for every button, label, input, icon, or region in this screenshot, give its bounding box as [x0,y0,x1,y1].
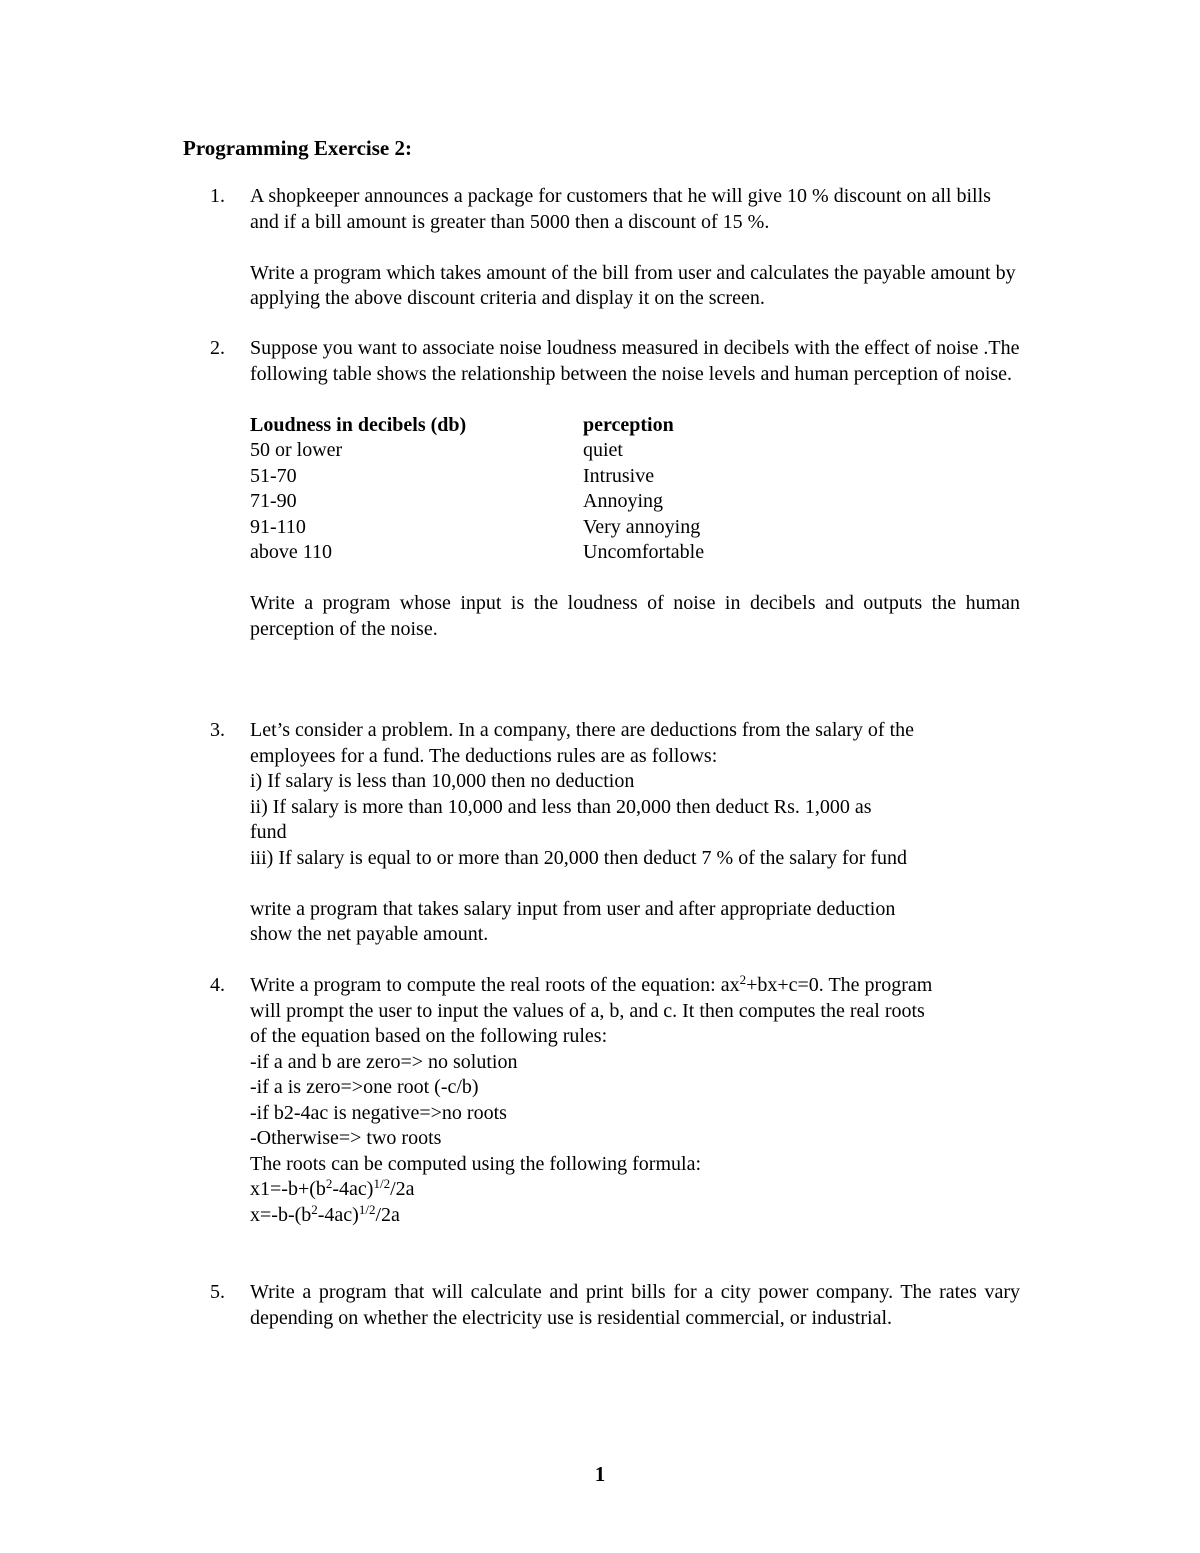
text-line: employees for a fund. The deductions rules are as follows: [250,744,718,767]
question-2-task: Write a program whose input is the loudness of noise in decibels and outputs the human perception of the noise. [250,592,1020,640]
table-cell: Uncomfortable [583,541,705,563]
text-line: show the net payable amount. [250,923,489,945]
text-line: ii) If salary is more than 10,000 and less than 20,000 then deduct Rs. 1,000 as [250,795,872,818]
question-1-task: Write a program which takes amount of the bill from user and calculates the payable amount by applying the above discount criteria and display it on the screen. [250,261,1016,309]
text-line: -Otherwise=> two roots [250,1127,442,1149]
table-row [250,489,704,515]
formula-text: x1=-b+(b [250,1178,326,1200]
text-line: will prompt the user to input the values of a, b, and c. It then computes the real roots [250,999,925,1022]
question-number: 2. [210,337,225,359]
question-3-rules [250,718,1020,871]
table-cell: 51-70 [250,464,297,487]
superscript: 2 [739,972,747,987]
table-cell: quiet [583,439,623,461]
table-cell: 50 or lower [250,439,343,461]
question-number: 3. [210,719,225,741]
table-cell: Very annoying [583,515,701,538]
question-body [250,973,1020,1228]
text-line [250,973,1020,999]
table-row [250,540,704,566]
superscript: 1/2 [358,1201,376,1217]
text-line: i) If salary is less than 10,000 then no deduction [250,770,635,792]
equation-text: +bx+c=0. The program [746,974,933,996]
question-number: 4. [210,974,225,996]
formula-text: -4ac) [317,1203,359,1226]
loudness-table [250,413,704,566]
question-body [250,1280,1020,1331]
equation-text: Write a program to compute the real roots of the equation: ax [250,974,740,996]
superscript: 2 [325,1176,333,1191]
table-cell: Annoying [583,490,663,512]
text-line: -if b2-4ac is negative=>no roots [250,1101,507,1124]
question-number: 5. [210,1281,225,1303]
superscript: 1/2 [373,1176,391,1191]
text-line: Let’s consider a problem. In a company, there are deductions from the salary of the [250,719,915,741]
formula-text: -4ac) [332,1178,374,1200]
question-1-statement: A shopkeeper announces a package for customers that he will give 10 % discount on all bills and if a bill amount is greater than 5000 then a discount of 15 %. [250,185,991,233]
table-cell: Intrusive [583,464,655,487]
text-line: iii) If salary is equal to or more than 20,000 then deduct 7 % of the salary for fund [250,846,908,869]
table-header-row [250,413,704,439]
formula-text: /2a [375,1203,400,1226]
question-body [250,336,1020,642]
table-cell: 91-110 [250,515,306,538]
question-5-statement: Write a program that will calculate and print bills for a city power company. The rates vary depending on whether the electricity use is residential commercial, or industrial. [250,1281,1020,1329]
question-number: 1. [210,185,225,207]
question-4-statement [250,973,1020,1228]
formula-text: /2a [390,1178,415,1200]
table-cell: 71-90 [250,490,297,512]
text-line: -if a is zero=>one root (-c/b) [250,1076,479,1098]
formula-root-2 [250,1203,1020,1229]
table-row [250,464,704,490]
table-row [250,515,704,541]
text-line: write a program that takes salary input from user and after appropriate deduction [250,897,896,920]
question-3-task [250,897,1020,948]
formula-root-1 [250,1177,1020,1203]
page-title: Programming Exercise 2: [183,136,413,160]
text-line: The roots can be computed using the following formula: [250,1152,702,1175]
text-line: of the equation based on the following rules: [250,1025,608,1047]
page-number: 1 [594,1462,606,1486]
question-body [250,718,1020,948]
question-body [250,184,1020,312]
table-header-perception: perception [583,413,674,436]
text-line: fund [250,821,287,843]
formula-text: x=-b-(b [250,1203,312,1226]
table-header-loudness: Loudness in decibels (db) [250,413,467,436]
superscript: 2 [311,1201,318,1217]
question-2-statement: Suppose you want to associate noise loudness measured in decibels with the effect of noise .The following table shows the relationship between the noise levels and human perception of noise. [250,337,1020,385]
table-row [250,438,704,464]
table-cell: above 110 [250,541,333,563]
text-line: -if a and b are zero=> no solution [250,1050,518,1073]
